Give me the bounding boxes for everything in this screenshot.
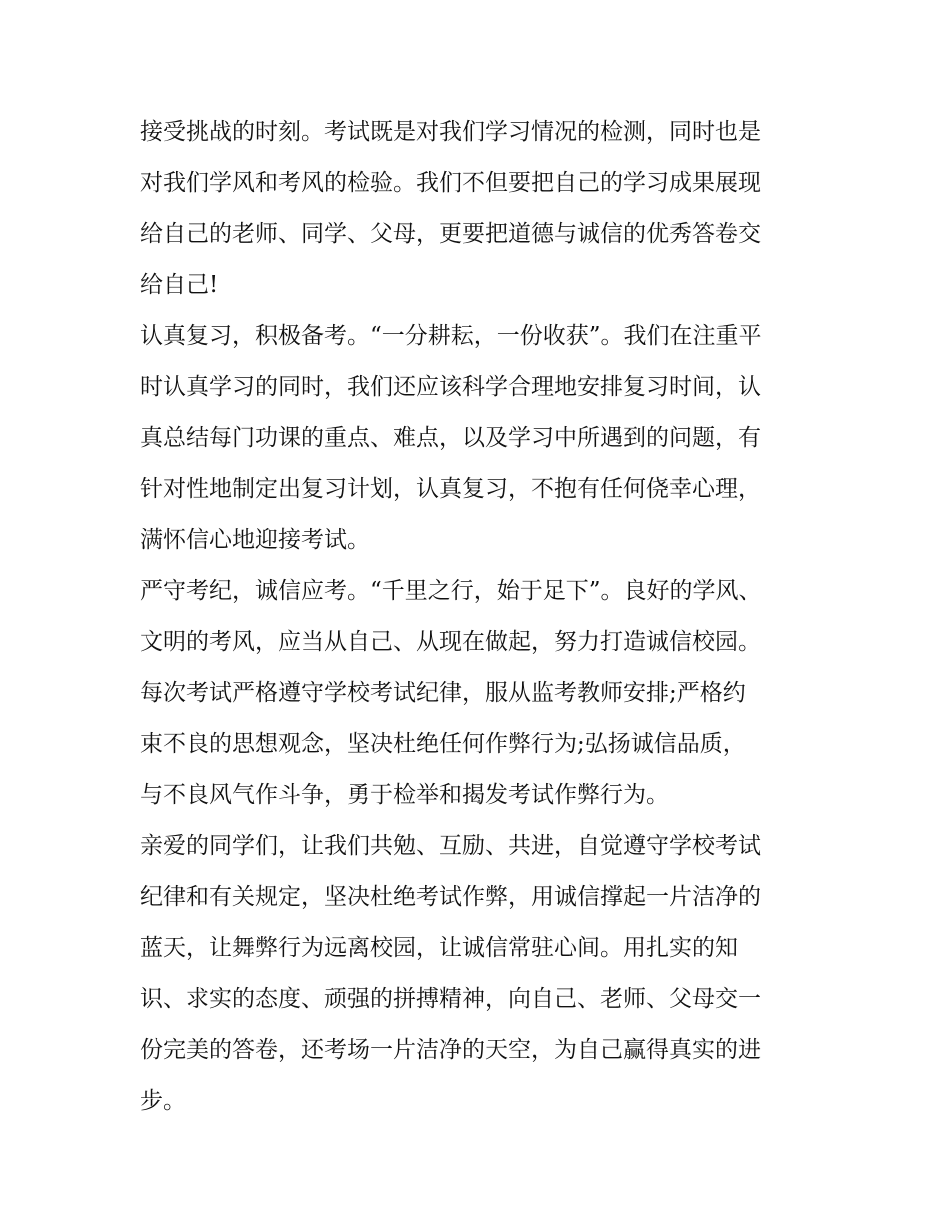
text-line: 时认真学习的同时，我们还应该科学合理地安排复习时间，认 — [140, 374, 761, 400]
text-line: 与不良风气作斗争，勇于检举和揭发考试作弊行为。 — [140, 782, 669, 808]
text-line: 文明的考风，应当从自己、从现在做起，努力打造诚信校园。 — [140, 629, 761, 655]
text-line: 对我们学风和考风的检验。我们不但要把自己的学习成果展现 — [140, 170, 761, 196]
text-line: 严守考纪，诚信应考。“千里之行，始于足下”。良好的学风、 — [140, 578, 762, 604]
text-line: 识、求实的态度、顽强的拼搏精神，向自己、老师、父母交一 — [140, 986, 761, 1012]
text-line: 满怀信心地迎接考试。 — [140, 527, 370, 553]
text-line: 每次考试严格遵守学校考试纪律，服从监考教师安排;严格约 — [140, 680, 746, 706]
text-line: 亲爱的同学们，让我们共勉、互励、共进，自觉遵守学校考试 — [140, 833, 761, 859]
text-line: 接受挑战的时刻。考试既是对我们学习情况的检测，同时也是 — [140, 119, 761, 145]
text-line: 蓝天，让舞弊行为远离校园，让诚信常驻心间。用扎实的知 — [140, 935, 738, 961]
text-line: 真总结每门功课的重点、难点，以及学习中所遇到的问题，有 — [140, 425, 761, 451]
text-line: 认真复习，积极备考。“一分耕耘，一份收获”。我们在注重平 — [140, 323, 762, 349]
text-line: 给自己的老师、同学、父母，更要把道德与诚信的优秀答卷交 — [140, 221, 761, 247]
text-line: 给自己! — [140, 272, 219, 298]
text-line: 针对性地制定出复习计划，认真复习，不抱有任何侥幸心理， — [140, 476, 761, 502]
text-line: 步。 — [140, 1088, 186, 1114]
text-line: 纪律和有关规定，坚决杜绝考试作弊，用诚信撑起一片洁净的 — [140, 884, 761, 910]
text-line: 份完美的答卷，还考场一片洁净的天空，为自己赢得真实的进 — [140, 1037, 761, 1063]
text-line: 束不良的思想观念，坚决杜绝任何作弊行为;弘扬诚信品质， — [140, 731, 746, 757]
document-body — [140, 107, 820, 1127]
